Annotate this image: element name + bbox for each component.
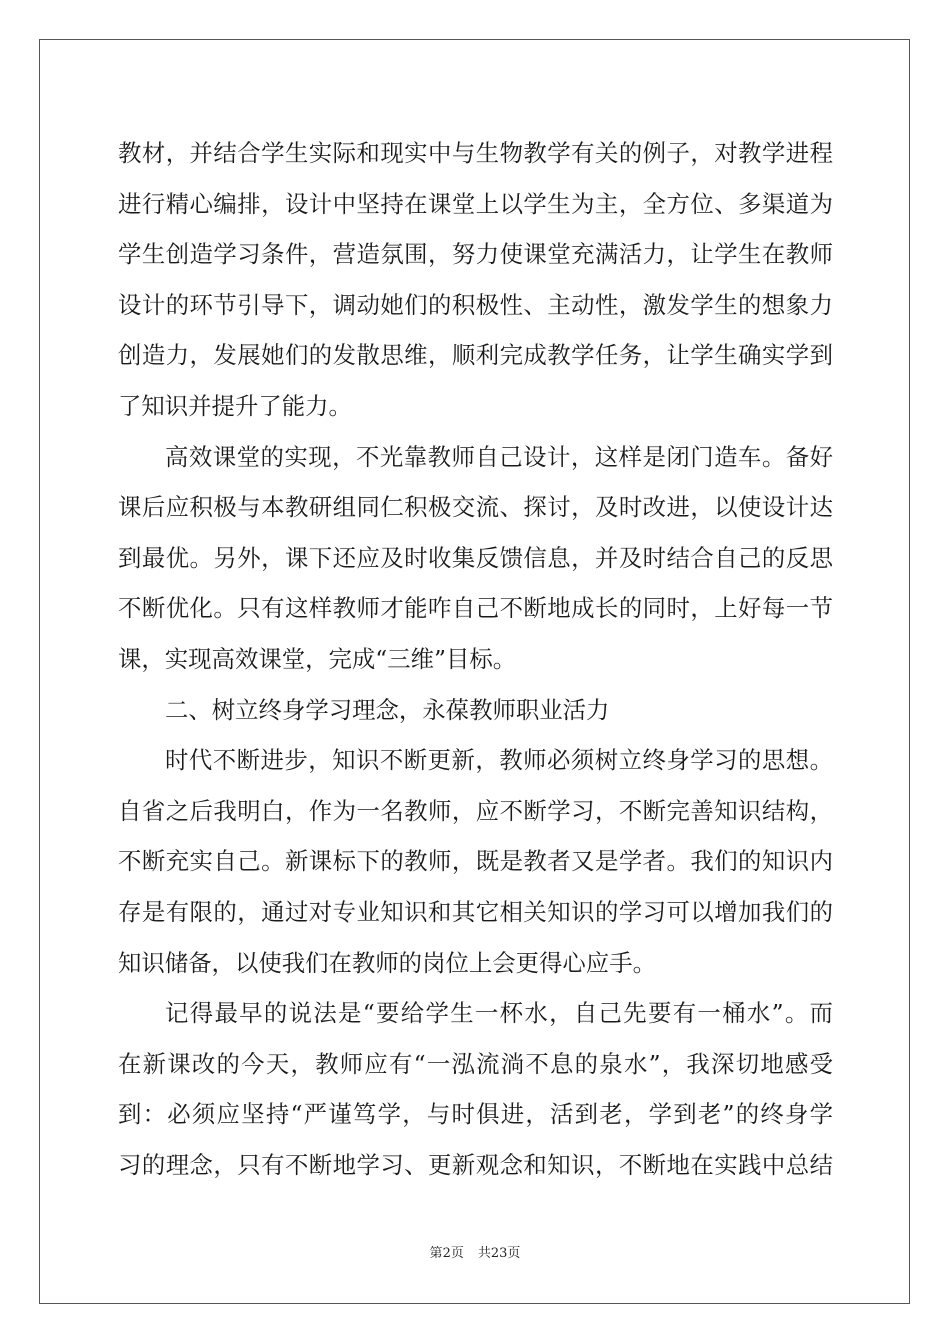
text-line: 不断优化。只有这样教师才能咋自己不断地成长的同时，上好每一节: [118, 594, 833, 623]
text-line: 记得最早的说法是“要给学生一杯水，自己先要有一桶水”。而: [165, 999, 833, 1028]
total-pages: 23: [490, 1246, 508, 1261]
text-line: 自省之后我明白，作为一名教师，应不断学习，不断完善知识结构，: [118, 796, 833, 825]
text-line: 不断充实自己。新课标下的教师，既是教者又是学者。我们的知识内: [118, 847, 833, 876]
page-label: 第: [429, 1246, 443, 1261]
text-line: 知识储备，以使我们在教师的岗位上会更得心应手。: [118, 948, 656, 977]
text-line: 时代不断进步，知识不断更新，教师必须树立终身学习的思想。: [165, 746, 833, 775]
text-line: 了知识并提升了能力。: [118, 391, 352, 420]
text-line: 学生创造学习条件，营造氛围，努力使课堂充满活力，让学生在教师: [118, 240, 833, 269]
text-line: 课，实现高效课堂，完成“三维”目标。: [118, 644, 517, 673]
total-label: 共: [477, 1246, 491, 1261]
section-heading: 二、树立终身学习理念，永葆教师职业活力: [165, 695, 610, 724]
text-line: 课后应积极与本教研组同仁积极交流、探讨，及时改进，以使设计达: [118, 493, 833, 522]
text-line: 设计的环节引导下，调动她们的积极性、主动性，激发学生的想象力: [118, 290, 833, 319]
page-footer: [0, 1245, 950, 1263]
document-body: [118, 128, 833, 1190]
page-number: 2: [442, 1246, 451, 1261]
text-line: 到：必须应坚持“严谨笃学，与时俱进，活到老，学到老”的终身学: [118, 1100, 833, 1129]
text-line: 在新课改的今天，教师应有“一泓流淌不息的泉水”，我深切地感受: [118, 1049, 833, 1078]
text-line: 到最优。另外，课下还应及时收集反馈信息，并及时结合自己的反思: [118, 543, 833, 572]
text-line: 教材，并结合学生实际和现实中与生物教学有关的例子，对教学进程: [118, 139, 833, 167]
text-line: 进行精心编排，设计中坚持在课堂上以学生为主，全方位、多渠道为: [118, 189, 833, 218]
text-line: 习的理念，只有不断地学习、更新观念和知识，不断地在实践中总结: [118, 1150, 833, 1179]
total-unit: 页: [507, 1246, 521, 1261]
text-line: 创造力，发展她们的发散思维，顺利完成教学任务，让学生确实学到: [118, 341, 833, 370]
text-line: 高效课堂的实现，不光靠教师自己设计，这样是闭门造车。备好: [165, 442, 833, 471]
page-unit: 页: [450, 1246, 464, 1261]
text-line: 存是有限的，通过对专业知识和其它相关知识的学习可以增加我们的: [118, 897, 833, 926]
